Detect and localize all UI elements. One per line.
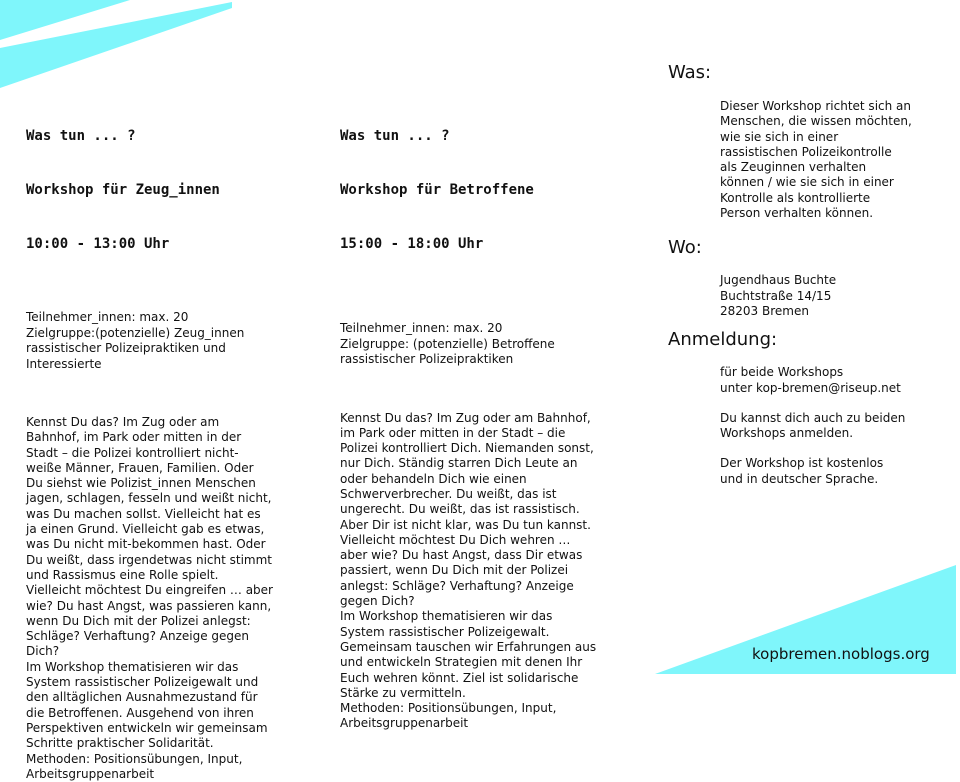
left-heading — [26, 91, 316, 289]
anmeldung-both-workshops: Du kannst dich auch zu beiden Workshops anmelden. — [720, 410, 906, 441]
left-participants: Teilnehmer_innen: max. 20 — [26, 310, 189, 324]
wo-title: Wo: — [668, 237, 702, 259]
right-column — [668, 62, 948, 487]
middle-heading — [340, 91, 630, 289]
left-heading-line1: Was tun ... ? — [26, 128, 136, 144]
left-target-group: Zielgruppe:(potenzielle) Zeug_innen rassistischer Polizeipraktiken und Interessierte — [26, 325, 245, 371]
was-text: Dieser Workshop richtet sich an Menschen, die wissen möchten, wie sie sich in einer rassistischen Polizeikontrolle als Zeuginnen verhalten können / wie sie sich in einer Kontrolle als kontrollierte Person verhalten können. — [720, 99, 912, 221]
middle-target-group: Zielgruppe: (potenzielle) Betroffene rassistischer Polizeipraktiken — [340, 336, 555, 366]
was-title: Was: — [668, 62, 712, 83]
middle-participants: Teilnehmer_innen: max. 20 — [340, 321, 503, 335]
middle-column — [340, 91, 630, 732]
left-heading-line3: 10:00 - 13:00 Uhr — [26, 236, 170, 252]
anmeldung-contact: für beide Workshops unter kop-bremen@riseup.net — [720, 365, 901, 395]
middle-heading-line3: 15:00 - 18:00 Uhr — [340, 236, 484, 252]
website-url: kopbremen.noblogs.org — [752, 645, 930, 663]
anmeldung-title: Anmeldung: — [668, 329, 778, 351]
left-body-text: Kennst Du das? Im Zug oder am Bahnhof, im Park oder mitten in der Stadt – die Polizei kontrolliert nicht- weiße Männer, Frauen, Familien. Oder Du siehst wie Polizist_innen Menschen jagen, schlagen, fesseln und weißt nicht, was Du machen sollst. Vielleicht hat es ja einen Grund. Vielleicht gab es etwas, was Du nicht mit-bekommen hast. Oder Du weißt, dass irgendetwas nicht stimmt und Rassismus eine Rolle spielt. Vielleicht möchtest Du eingreifen … aber wie? Du hast Angst, was passieren kann, wenn Du Dich mit der Polizei anlegst: Schläge? Verhaftung? Anzeige gegen Dich? Im Workshop thematisieren wir das System rassistischer Polizeigewalt und den alltäglichen Ausnahmezustand für die Betroffenen. Ausgehend von ihren Perspektiven entwickeln wir gemeinsam Schritte praktischer Solidarität. Methoden: Positionsübungen, Input, Arbeitsgruppenarbeit — [26, 415, 273, 781]
middle-heading-line1: Was tun ... ? — [340, 128, 450, 144]
left-column — [26, 91, 316, 782]
wo-address: Jugendhaus Buchte Buchtstraße 14/15 28203 Bremen — [720, 273, 837, 318]
middle-heading-line2: Workshop für Betroffene — [340, 182, 534, 198]
left-heading-line2: Workshop für Zeug_innen — [26, 182, 220, 198]
anmeldung-free: Der Workshop ist kostenlos und in deutscher Sprache. — [720, 456, 884, 486]
middle-body-text: Kennst Du das? Im Zug oder am Bahnhof, im Park oder mitten in der Stadt – die Polizei kontrolliert Dich. Niemanden sonst, nur Dich. Ständig starren Dich Leute an oder behandeln Dich wie einen Schwerverbrecher. Du weißt, das ist ungerecht. Du weißt, das ist rassistisch. Aber Dir ist nicht klar, was Du tun kannst. Vielleicht möchtest Du Dich wehren … aber wie? Du hast Angst, dass Dir etwas passiert, wenn Du Dich mit der Polizei anlegst: Schläge? Verhaftung? Anzeige gegen Dich? Im Workshop thematisieren wir das System rassistischer Polizeigewalt. Gemeinsam tauschen wir Erfahrungen aus und entwickeln Strategien mit denen Ihr Euch wehren könnt. Ziel ist solidarische Stärke zu vermitteln. Methoden: Positionsübungen, Input, Arbeitsgruppenarbeit — [340, 410, 597, 731]
